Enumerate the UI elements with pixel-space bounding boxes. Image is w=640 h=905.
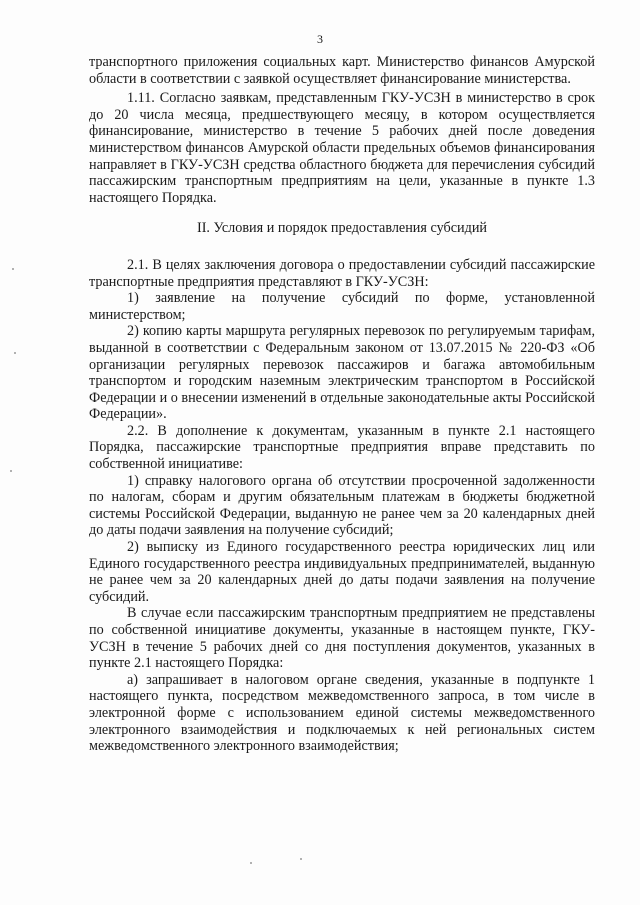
page-number: 3 — [317, 32, 323, 46]
document-body — [89, 54, 595, 755]
list-item-2-2-1: 1) справку налогового органа об отсутствии просроченной задолженности по налогам, сборам и другим обязательным платежам в бюджеты бюджетной системы Российской Федерации, выданную не ранее чем за 20 календарных дней до даты подачи заявления на получение субсидий; — [89, 472, 595, 539]
paragraph-2-1: 2.1. В целях заключения договора о предоставлении субсидий пассажирские транспортные предприятия представляют в ГКУ-УСЗН: — [89, 256, 595, 290]
paragraph-2-2: 2.2. В дополнение к документам, указанным в пункте 2.1 настоящего Порядка, пассажирские транспортные предприятия вправе представить по собственной инициативе: — [89, 422, 595, 473]
list-item-2-1-1: 1) заявление на получение субсидий по форме, установленной министерством; — [89, 290, 595, 323]
list-item-2-1-2: 2) копию карты маршрута регулярных перевозок по регулируемым тарифам, выданной в соответствии с Федеральным законом от 13.07.2015 № 220-ФЗ «Об организации регулярных перевозок пассажиров и багажа автомобильным транспортом и городским наземным электрическим транспортом в Российской Федерации и о внесении изменений в отдельные законодательные акты Российской Федерации». — [89, 323, 595, 423]
section-heading: II. Условия и порядок предоставления субсидий — [196, 220, 488, 237]
list-item-a: а) запрашивает в налоговом органе сведения, указанные в подпункте 1 настоящего пункта, посредством межведомственного запроса, в том числе в электронной форме с использованием единой системы межведомственного электронного взаимодействия и подключаемых к ней региональных систем межведомственного электронного взаимодействия; — [89, 671, 595, 755]
list-item-2-2-2: 2) выписку из Единого государственного реестра юридических лиц или Единого государственного реестра индивидуальных предпринимателей, выданную не ранее чем за 20 календарных дней до даты подачи заявления на получение субсидий. — [89, 539, 595, 605]
paragraph-case: В случае если пассажирским транспортным предприятием не представлены по собственной инициативе документы, указанные в настоящем пункте, ГКУ-УСЗН в течение 5 рабочих дней со дня поступления документов, указанных в пункте 2.1 настоящего Порядка: — [89, 605, 595, 672]
paragraph-continuation: транспортного приложения социальных карт. Министерство финансов Амурской области в соответствии с заявкой осуществляет финансирование министерства. — [89, 54, 595, 87]
paragraph-1-11: 1.11. Согласно заявкам, представленным ГКУ-УСЗН в министерство в срок до 20 числа месяца, предшествующего месяцу, в котором осуществляется финансирование, министерство в течение 5 рабочих дней после доведения министерством финансов Амурской области предельных объемов финансирования направляет в ГКУ-УСЗН средства областного бюджета для перечисления субсидий пассажирским транспортным предприятиям на цели, указанные в пункте 1.3 настоящего Порядка. — [89, 90, 595, 206]
